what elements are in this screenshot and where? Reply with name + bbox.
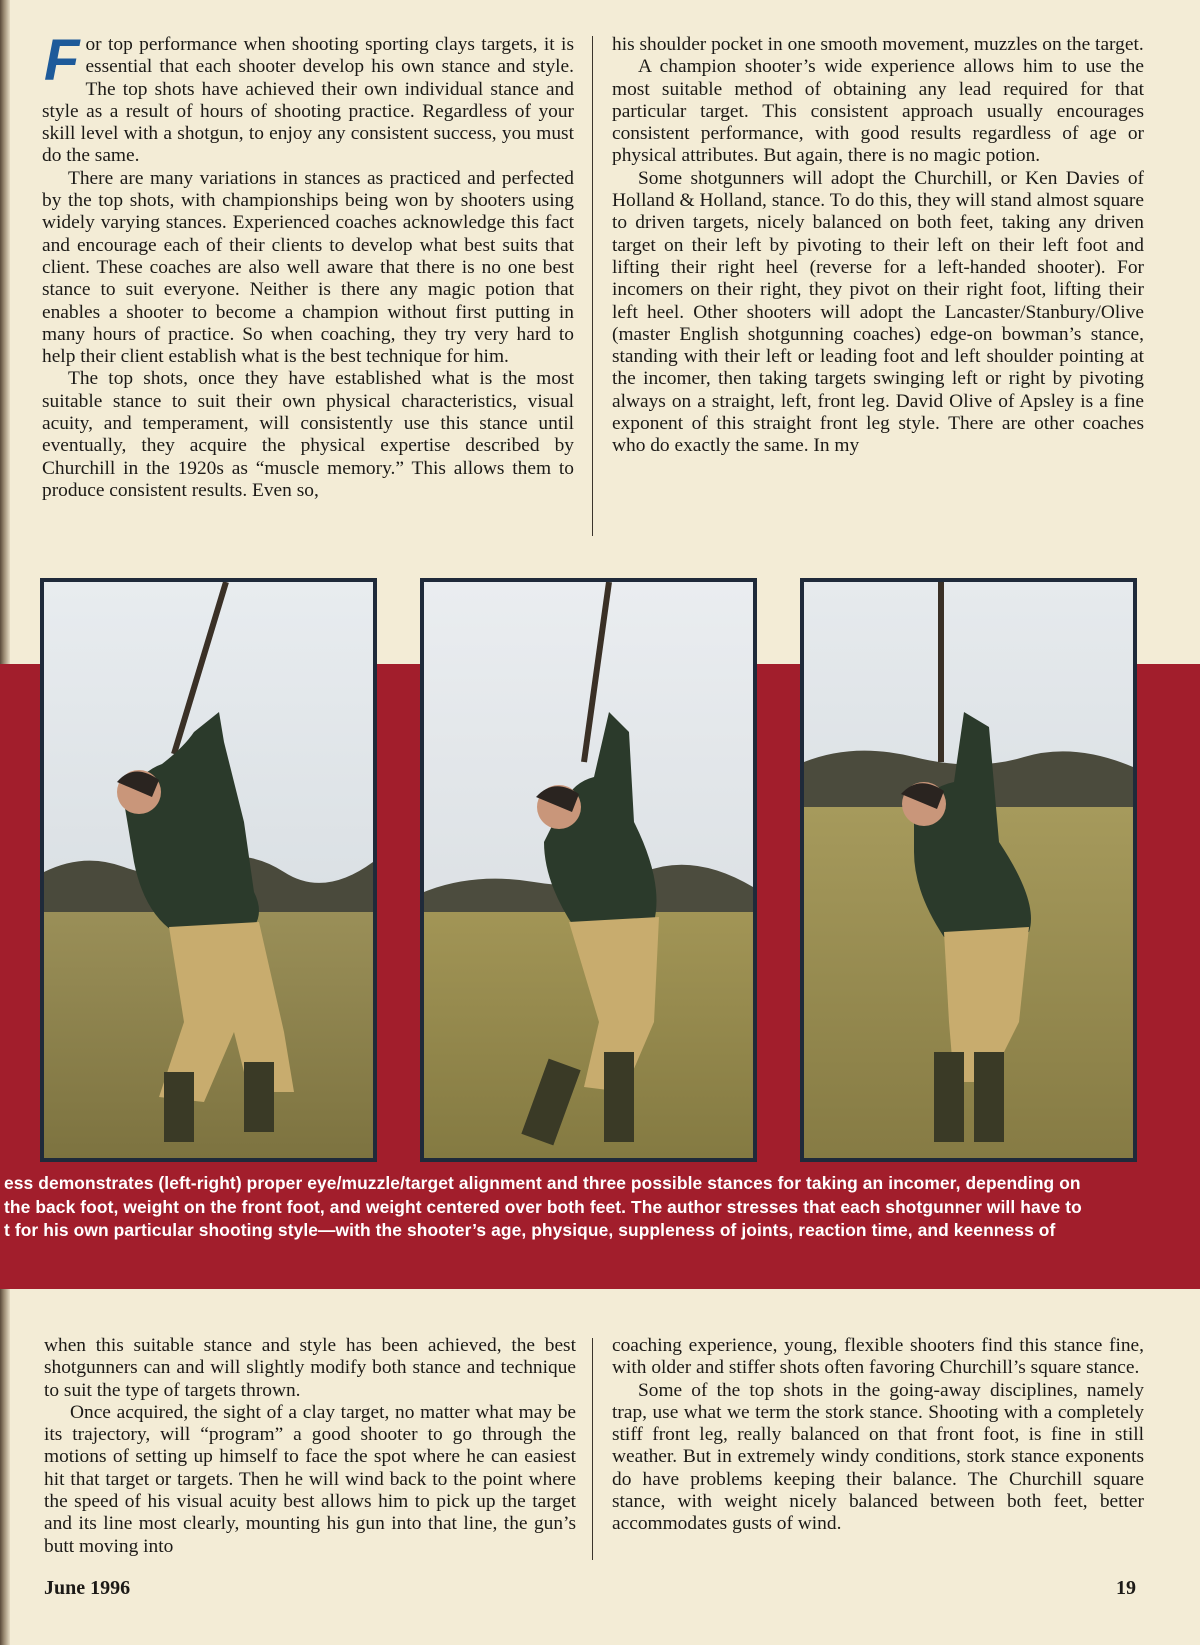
shooter-photo-icon [424, 582, 753, 1158]
paragraph: There are many variations in stances as practiced and perfected by the top shots, with championships being won by shooters using widely varying stances. Experienced coaches acknowledge this fact and encourage each of their clients to develop what best suits that client. These coaches are also well aware that there is no one best stance to suit everyone. Neither is there any magic potion that enables a shooter to become a champion without first putting in many hours of practice. So when coaching, they try very hard to help their client establish what is the best technique for him. [42, 167, 574, 368]
caption-line: the back foot, weight on the front foot, and weight centered over both feet. The author stresses that each shotgunner will have to [4, 1196, 1082, 1217]
article-column-bottom-right [612, 1335, 1144, 1536]
paragraph: coaching experience, young, flexible shooters find this stance fine, with older and stiffer shots often favoring Churchill’s square stance. [612, 1335, 1144, 1379]
issue-date: June 1996 [44, 1577, 131, 1599]
paragraph: Some of the top shots in the going-away disciplines, namely trap, use what we term the stork stance. Shooting with a completely stiff front leg, really balanced on that front foot, is fine in still weather. But in extremely windy conditions, stork stance exponents do have problems keeping their balance. The Churchill square stance, with weight nicely balanced between both feet, better accommodates gusts of wind. [612, 1379, 1144, 1535]
photo-stance-front-foot [420, 578, 757, 1162]
paragraph: A champion shooter’s wide experience allows him to use the most suitable method of obtaining any lead required for that particular target. This consistent approach usually encourages consistent performance, with good results regardless of age or physical attributes. But again, there is no magic potion. [612, 56, 1144, 167]
shooter-photo-icon [804, 582, 1133, 1158]
photo-stance-back-foot [40, 578, 377, 1162]
column-divider [592, 36, 593, 536]
caption-line: t for his own particular shooting style—with the shooter’s age, physique, suppleness of joints, reaction time, and keenness of [4, 1220, 1056, 1240]
article-column-top-right [612, 34, 1144, 458]
article-column-top-left [42, 28, 574, 502]
photo-caption [0, 1172, 1200, 1243]
paragraph: when this suitable stance and style has been achieved, the best shotgunners can and will slightly modify both stance and technique to suit the type of targets thrown. [44, 1335, 576, 1401]
column-divider [592, 1338, 593, 1560]
shooter-photo-icon [44, 582, 373, 1158]
caption-line: ess demonstrates (left-right) proper eye/muzzle/target alignment and three possible stances for taking an incomer, depending on [4, 1173, 1081, 1193]
paragraph: Once acquired, the sight of a clay target, no matter what may be its trajectory, will “program” a good shooter to go through the motions of setting up himself to face the spot where he can easiest hit that target or targets. Then he will wind back to the point where the speed of his visual acuity best allows him to pick up the target and its line most clearly, mounting his gun into that line, the gun’s butt moving into [44, 1401, 576, 1557]
paragraph: his shoulder pocket in one smooth movement, muzzles on the target. [612, 34, 1144, 55]
drop-cap: F [44, 28, 80, 93]
page-number: 19 [1116, 1577, 1136, 1599]
paragraph: Some shotgunners will adopt the Churchill, or Ken Davies of Holland & Holland, stance. To do this, they will stand almost square to driven targets, nicely balanced on both feet, taking any driven target on their left by pivoting to their left on their left foot and lifting their right heel (reverse for a left-handed shooter). For incomers on their right, they pivot on their right foot, lifting their left heel. Other shooters will adopt the Lancaster/Stanbury/Olive (master English shotgunning coaches) edge-on bowman’s stance, standing with their left or leading foot and left shoulder pointing at the incomer, then taking targets swinging left or right by pivoting always on a straight, left, front leg. David Olive of Apsley is a fine exponent of this straight front leg style. There are other coaches who do exactly the same. In my [612, 167, 1144, 457]
article-column-bottom-left [44, 1335, 576, 1558]
photo-stance-centered [800, 578, 1137, 1162]
paragraph: or top performance when shooting sporting clays targets, it is essential that each shooter develop his own stance and style. The top shots have achieved their own individual stance and style as a result of hours of shooting practice. Regardless of your skill level with a shotgun, to enjoy any consistent success, you must do the same. [42, 34, 574, 167]
paragraph: The top shots, once they have established what is the most suitable stance to suit their own physical characteristics, visual acuity, and temperament, will consistently use this stance until eventually, they acquire the physical expertise described by Churchill in the 1920s as “muscle memory.” This allows them to produce consistent results. Even so, [42, 368, 574, 501]
